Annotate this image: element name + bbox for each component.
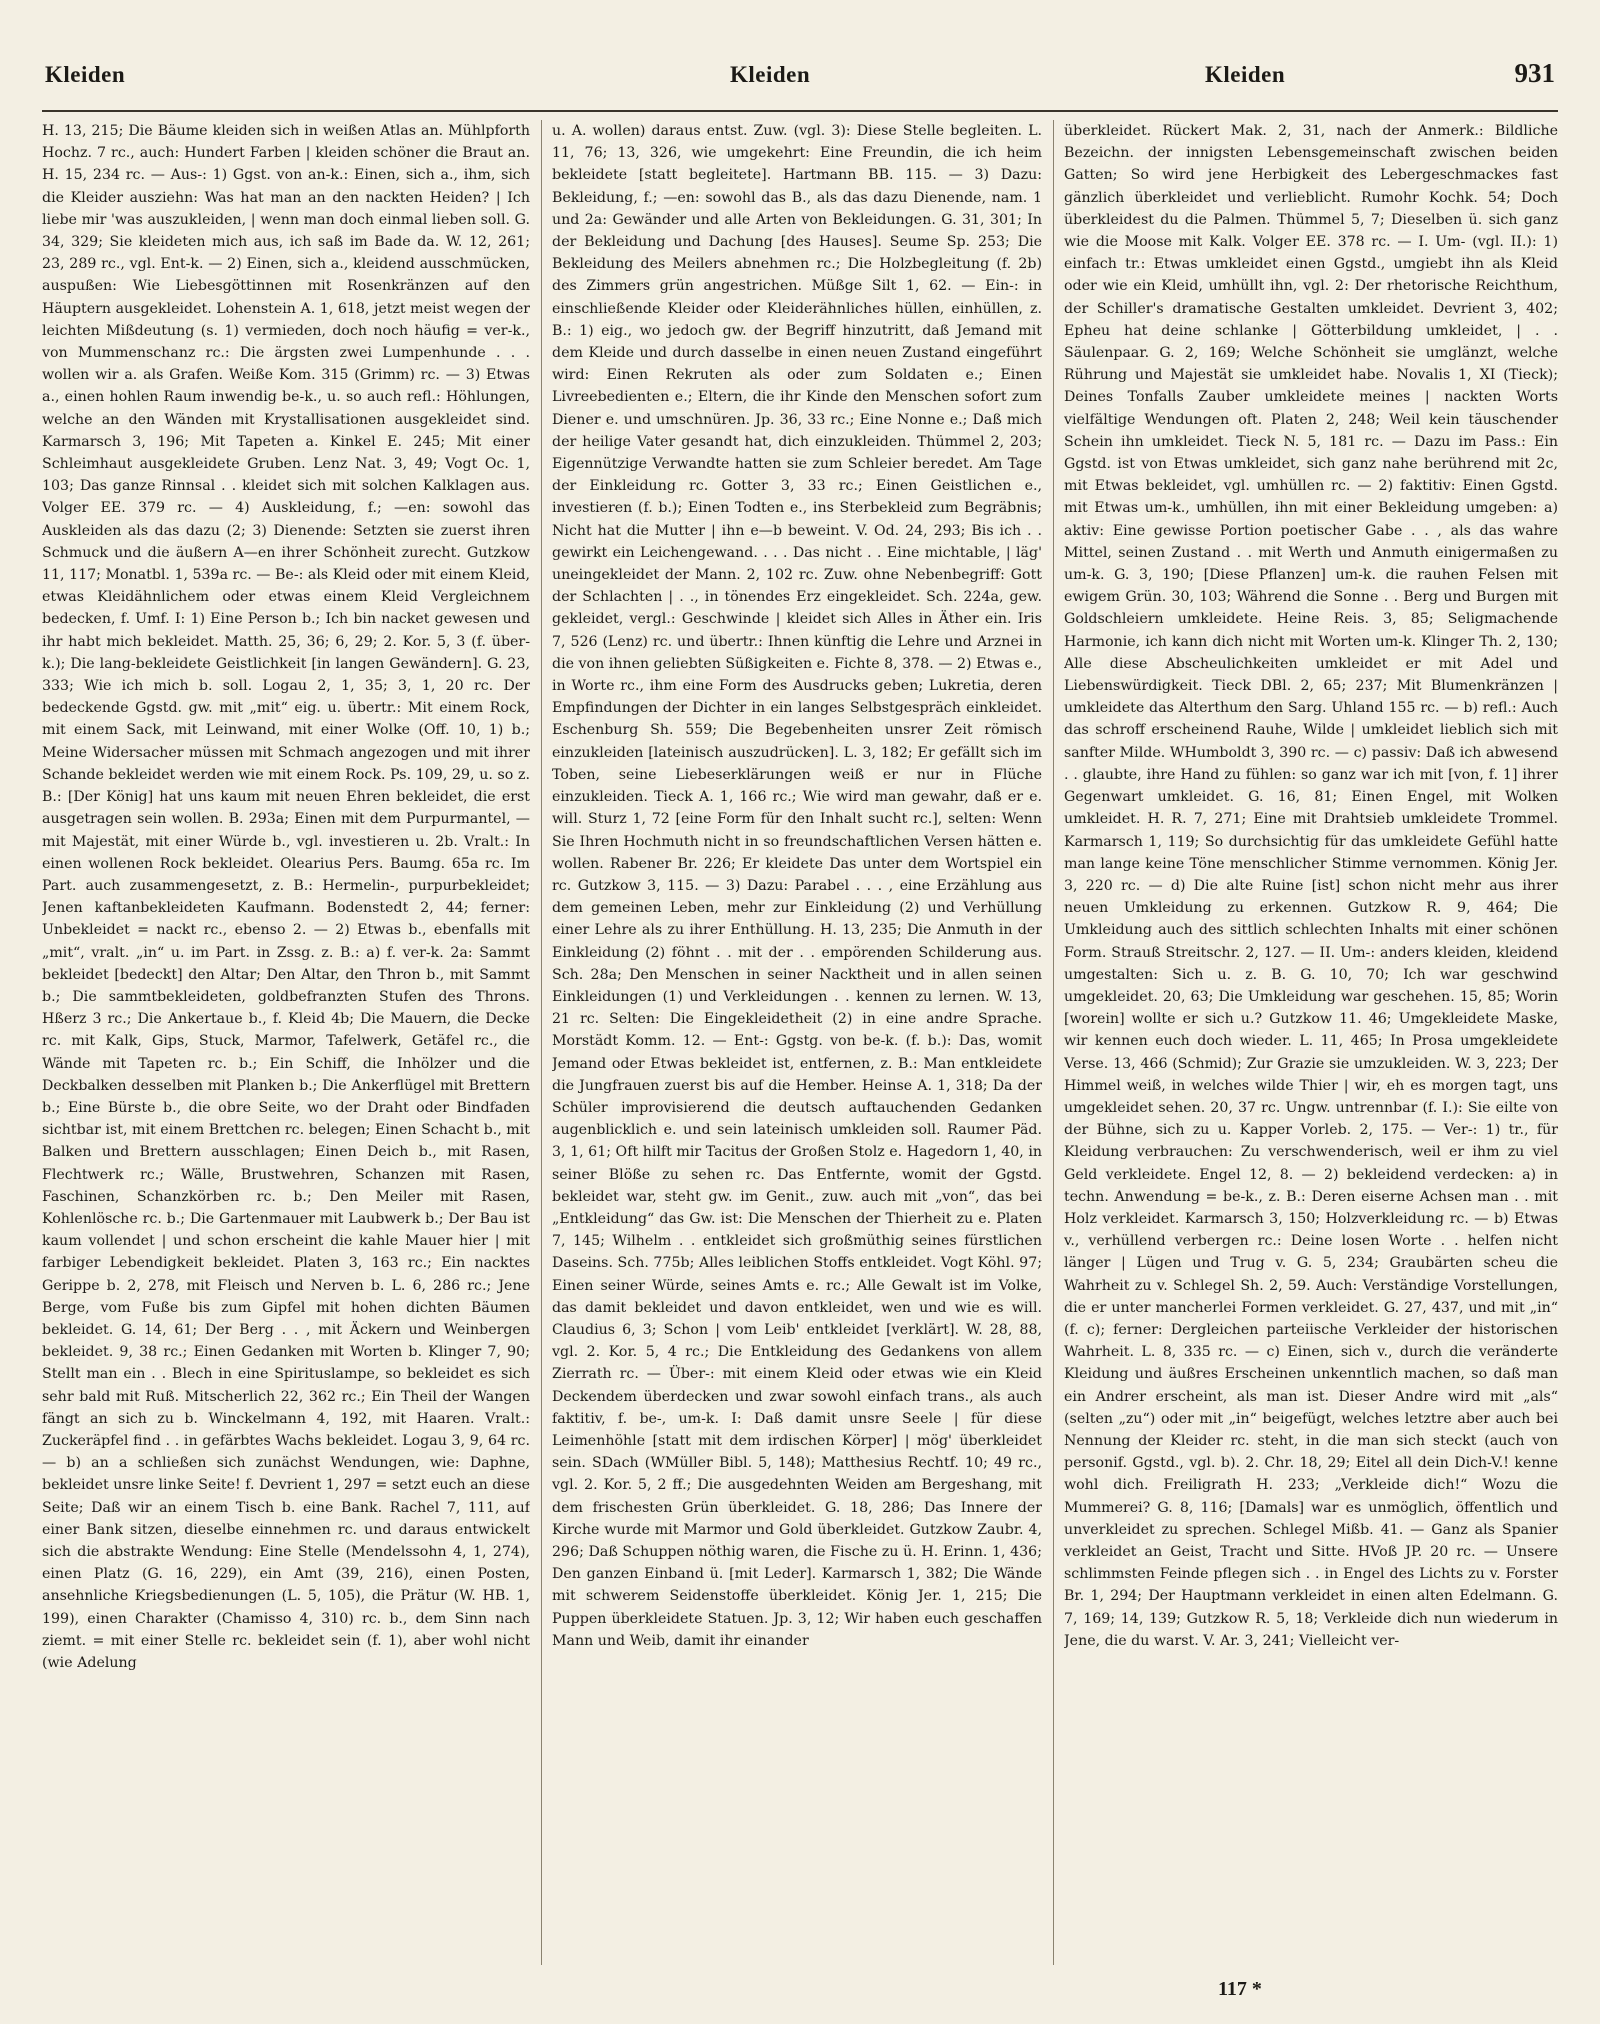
column-1-text: H. 13, 215; Die Bäume kleiden sich in weißen Atlas an. Mühlpforth Hochz. 7 rc., auch: Hundert Farben | kleiden schöner die Braut an. H. 15, 234 rc. — Aus-: 1) Ggst. von an-k.: Einen, sich a., ihm, sich die Kleider ausziehn: Was hat man an den nackten Heiden? | Ich liebe mir 'was auszukleiden, | wenn man doch einmal lieben soll. G. 34, 329; Sie kleideten mich aus, ich saß im Bade da. W. 12, 261; 23, 289 rc., vgl. Ent-k. — 2) Einen, sich a., kleidend ausschmücken, auspußen: Wie Liebesgöttinnen mit Rosenkränzen auf den Häuptern ausgekleidet. Lohenstein A. 1, 618, jetzt meist wegen der leichten Mißdeutung (s. 1) vermieden, doch noch häufig = ver-k., von Mummenschanz rc.: Die ärgsten zwei Lumpenhunde . . . wollen wir a. als Grafen. Weiße Kom. 315 (Grimm) rc. — 3) Etwas a., einen hohlen Raum inwendig be-k., u. so auch refl.: Höhlungen, welche an den Wänden mit Krystallisationen ausgekleidet sind. Karmarsch 3, 196; Mit Tapeten a. Kinkel E. 245; Mit einer Schleimhaut ausgekleidete Gruben. Lenz Nat. 3, 49; Vogt Oc. 1, 103; Das ganze Rinnsal . . kleidet sich mit solchen Kalklagen aus. Volger EE. 379 rc. — 4) Auskleidung, f.; —en: sowohl das Auskleiden als das dazu (2; 3) Dienende: Setzten sie zuerst ihren Schmuck und die äußern A—en ihrer Schönheit zurecht. Gutzkow 11, 117; Monatbl. 1, 539a rc. — Be-: als Kleid oder mit einem Kleid, etwas Kleidähnlichem oder etwas einem Kleid Vergleichnem bedecken, f. Umf. I: 1) Eine Person b.; Ich bin nacket gewesen und ihr habt mich bekleidet. Matth. 25, 36; 6, 29; 2. Kor. 5, 3 (f. über-k.); Die lang-bekleidete Geistlichkeit [in langen Gewändern]. G. 23, 333; Wie ich mich b. soll. Logau 2, 1, 35; 3, 1, 20 rc. Der bedeckende Ggstd. gw. mit „mit“ eig. u. übertr.: Mit einem Rock, mit einem Sack, mit Leinwand, mit einer Wolke (Off. 10, 1) b.; Meine Widersacher müssen mit Schmach angezogen und mit ihrer Schande bekleidet werden wie mit einem Rock. Ps. 109, 29, u. so z. B.: [Der König] hat uns kaum mit neuen Ehren bekleidet, die erst ausgetragen sein wollen. B. 293a; Einen mit dem Purpurmantel, — mit Majestät, mit einer Würde b., vgl. investieren u. 2b. Vralt.: In einen wollenen Rock bekleidet. Olearius Pers. Baumg. 65a rc. Im Part. auch zusammengesetzt, z. B.: Hermelin-, purpurbekleidet; Jenen kaftanbekleideten Kaufmann. Bodenstedt 2, 44; ferner: Unbekleidet = nackt rc., ebenso 2. — 2) Etwas b., ebenfalls mit „mit“, vralt. „in“ u. im Part. in Zssg. z. B.: a) f. ver-k. 2a: Sammt bekleidet [bedeckt] den Altar; Den Altar, den Thron b., mit Sammt b.; Die sammtbekleideten, goldbefranzten Stufen des Throns. Hßerz 3 rc.; Die Ankertaue b., f. Kleid 4b; Die Mauern, die Decke rc. mit Kalk, Gips, Stuck, Marmor, Tafelwerk, Getäfel rc., die Wände mit Tapeten rc. b.; Ein Schiff, die Inhölzer und die Deckbalken desselben mit Planken b.; Die Ankerflügel mit Brettern b.; Eine Bürste b., die obre Seite, wo der Draht oder Bindfaden sichtbar ist, mit einem Brettchen rc. belegen; Einen Schacht b., mit Balken und Brettern ausschlagen; Einen Deich b., mit Rasen, Flechtwerk rc.; Wälle, Brustwehren, Schanzen mit Rasen, Faschinen, Schanzkörben rc. b.; Den Meiler mit Rasen, Kohlenlösche rc. b.; Die Gartenmauer mit Laubwerk b.; Der Bau ist kaum vollendet | und schon erscheint die kahle Mauer hier | mit farbiger Lebendigkeit bekleidet. Platen 3, 163 rc.; Ein nacktes Gerippe b. 2, 278, mit Fleisch und Nerven b. L. 6, 286 rc.; Jene Berge, vom Fuße bis zum Gipfel mit hohen dichten Bäumen bekleidet. G. 14, 61; Der Berg . . , mit Äckern und Weinbergen bekleidet. 9, 38 rc.; Einen Gedanken mit Worten b. Klinger 7, 90; Stellt man ein . . Blech in eine Spirituslampe, so bekleidet es sich sehr bald mit Ruß. Mitscherlich 22, 362 rc.; Ein Theil der Wangen fängt an sich zu b. Winckelmann 4, 192, mit Haaren. Vralt.: Zuckeräpfel find . . in gefärbtes Wachs bekleidet. Logau 3, 9, 64 rc. — b) an a schließen sich zunächst Wendungen, wie: Daphne, bekleidet unsre linke Seite! f. Devrient 1, 297 = setzt euch an diese Seite; Daß wir an einem Tisch b. eine Bank. Rachel 7, 111, auf einer Bank sitzen, dieselbe einnehmen rc. und daraus entwickelt sich die abstrakte Wendung: Eine Stelle (Mendelssohn 4, 1, 274), einen Platz (G. 16, 229), ein Amt (39, 216), einen Posten, ansehnliche Kriegsbedienungen (L. 5, 105), die Prätur (W. HB. 1, 199), einen Charakter (Chamisso 4, 310) rc. b., dem Sinn nach ziemt. = mit einer Stelle rc. bekleidet sein (f. 1), aber wohl nicht (wie Adelung: [42, 123, 530, 1672]
column-3: [1064, 120, 1558, 1965]
column-divider-1: [541, 120, 542, 1965]
running-head-left: Kleiden: [45, 62, 126, 87]
page-header: [0, 58, 1600, 102]
column-1: [42, 120, 530, 1965]
column-divider-2: [1053, 120, 1054, 1965]
text-columns: [42, 120, 1558, 1965]
signature-mark: 117 *: [1218, 1978, 1262, 2000]
column-2-text: u. A. wollen) daraus entst. Zuw. (vgl. 3): Diese Stelle begleiten. L. 11, 76; 13, 326, wie umgekehrt: Eine Freundin, die ich heim bekleidete [statt begleitete]. Hartmann BB. 115. — 3) Dazu: Bekleidung, f.; —en: sowohl das B., als das dazu Dienende, nam. 1 und 2a: Gewänder und alle Arten von Bekleidungen. G. 31, 301; In der Bekleidung und Dachung [des Hauses]. Seume Sp. 253; Die Bekleidung des Meilers abnehmen rc.; Die Holzbegleitung (f. 2b) des Zimmers grün angestrichen. Müßge Silt 1, 62. — Ein-: in einschließende Kleider oder Kleiderähnliches hüllen, einhüllen, z. B.: 1) eig., wo jedoch gw. der Begriff hinzutritt, daß Jemand mit dem Kleide und durch dasselbe in einen neuen Zustand eingeführt wird: Einen Rekruten als oder zum Soldaten e.; Einen Livreebedienten e.; Eltern, die ihr Kinde den Menschen sofort zum Diener e. und umschnüren. Jp. 36, 33 rc.; Eine Nonne e.; Daß mich der heilige Vater gesandt hat, dich einzukleiden. Thümmel 2, 203; Eigennützige Verwandte hatten sie zum Schleier beredet. Am Tage der Einkleidung rc. Gotter 3, 33 rc.; Einen Geistlichen e., investieren (f. b.); Einen Todten e., ins Sterbekleid zum Begräbnis; Nicht hat die Mutter | ihn e—b beweint. V. Od. 24, 293; Bis ich . . gewirkt ein Leichengewand. . . . Das nicht . . Eine michtable, | läg' uneingekleidet der Mann. 2, 102 rc. Zuw. ohne Nebenbegriff: Gott der Schlachten | . ., in tönendes Erz eingekleidet. Sch. 224a, gew. gekleidet, vergl.: Geschwinde | kleidet sich Alles in Äther ein. Iris 7, 526 (Lenz) rc. und übertr.: Ihnen künftig die Lehre und Arznei in die von ihnen geliebten Süßigkeiten e. Fichte 8, 378. — 2) Etwas e., in Worte rc., ihm eine Form des Ausdrucks geben; Lukretia, deren Empfindungen der Dichter in ein langes Selbstgespräch einkleidet. Eschenburg Sh. 559; Die Begebenheiten unsrer Zeit römisch einzukleiden [lateinisch auszudrücken]. L. 3, 182; Er gefällt sich im Toben, seine Liebeserklärungen weiß er nur in Flüche einzukleiden. Tieck A. 1, 166 rc.; Wie wird man gewahr, daß er e. will. Sturz 1, 72 [eine Form für den Inhalt sucht rc.], selten: Wenn Sie Ihren Hochmuth nicht in so freundschaftlichen Versen hätten e. wollen. Rabener Br. 226; Er kleidete Das unter dem Wortspiel ein rc. Gutzkow 3, 115. — 3) Dazu: Parabel . . . , eine Erzählung aus dem gemeinen Leben, mehr zur Einkleidung (2) und Verhüllung einer Lehre als zu ihrer Enthüllung. H. 13, 235; Die Anmuth in der Einkleidung (2) föhnt . . mit der . . empörenden Schilderung aus. Sch. 28a; Den Menschen in seiner Nacktheit und in allen seinen Einkleidungen (1) und Verkleidungen . . kennen zu lernen. W. 13, 21 rc. Selten: Die Eingekleidetheit (2) in eine andre Sprache. Morstädt Komm. 12. — Ent-: Ggstg. von be-k. (f. b.): Das, womit Jemand oder Etwas bekleidet ist, entfernen, z. B.: Man entkleidete die Jungfrauen zuerst bis auf die Hember. Heinse A. 1, 318; Da der Schüler improvisierend die deutsch auftauchenden Gedanken augenblicklich e. und sein lateinisch umkleiden soll. Raumer Päd. 3, 1, 61; Oft hilft mir Tacitus der Großen Stolz e. Hagedorn 1, 40, in seiner Blöße zu sehen rc. Das Entfernte, womit der Ggstd. bekleidet war, steht gw. im Genit., zuw. auch mit „von“, das bei „Entkleidung“ das Gw. ist: Die Menschen der Thierheit zu e. Platen 7, 145; Wilhelm . . entkleidet sich großmüthig seines fürstlichen Daseins. Sch. 775b; Alles leiblichen Stoffs entkleidet. Vogt Köhl. 97; Einen seiner Würde, seines Amts e. rc.; Alle Gewalt ist im Volke, das damit bekleidet und davon entkleidet, wen und wie es will. Claudius 6, 3; Schon | vom Leib' entkleidet [verklärt]. W. 28, 88, vgl. 2. Kor. 5, 4 rc.; Die Entkleidung des Gedankens von allem Zierrath rc. — Über-: mit einem Kleid oder etwas wie ein Kleid Deckendem überdecken und zwar sowohl einfach trans., als auch faktitiv, f. be-, um-k. I: Daß damit unsre Seele | für diese Leimenhöhle [statt mit dem irdischen Körper] | mög' überkleidet sein. SDach (WMüller Bibl. 5, 148); Matthesius Rechtf. 10; 49 rc., vgl. 2. Kor. 5, 2 ff.; Die ausgedehnten Weiden am Bergeshang, mit dem frischesten Grün überkleidet. G. 18, 286; Das Innere der Kirche wurde mit Marmor und Gold überkleidet. Gutzkow Zaubr. 4, 296; Daß Schuppen nöthig waren, die Fische zu ü. H. Erinn. 1, 436; Den ganzen Einband ü. [mit Leder]. Karmarsch 1, 382; Die Wände mit schwerem Seidenstoffe überkleidet. König Jer. 1, 215; Die Puppen überkleidete Statuen. Jp. 3, 12; Wir haben euch geschaffen Mann und Weib, damit ihr einander: [552, 123, 1042, 1649]
column-2: [552, 120, 1042, 1965]
column-3-text: überkleidet. Rückert Mak. 2, 31, nach der Anmerk.: Bildliche Bezeichn. der innigsten Lebensgemeinschaft zwischen beiden Gatten; So wird jene Herbigkeit des Lebergeschmackes fast gänzlich überkleidet und verlieblicht. Rumohr Kochk. 54; Doch überkleidest du die Palmen. Thümmel 5, 7; Dieselben ü. sich ganz wie die Moose mit Kalk. Volger EE. 378 rc. — I. Um- (vgl. II.): 1) einfach tr.: Etwas umkleidet einen Ggstd., umgiebt ihn als Kleid oder wie ein Kleid, umhüllt ihn, vgl. 2: Der rhetorische Reichthum, der Schiller's dramatische Gestalten umkleidet. Devrient 3, 402; Epheu hat deine schlanke | Götterbildung umkleidet, | . . Säulenpaar. G. 2, 169; Welche Schönheit sie umglänzt, welche Rührung und Majestät sie umkleidet habe. Novalis 1, XI (Tieck); Deines Tonfalls Zauber umkleidete meines | nackten Worts vielfältige Wendungen oft. Platen 2, 248; Weil kein täuschender Schein ihn umkleidet. Tieck N. 5, 181 rc. — Dazu im Pass.: Ein Ggstd. ist von Etwas umkleidet, sich ganz nahe berührend mit 2c, mit Etwas bekleidet, vgl. umhüllen rc. — 2) faktitiv: Einen Ggstd. mit Etwas um-k., umhüllen, ihn mit einer Bekleidung umgeben: a) aktiv: Eine gewisse Portion poetischer Gabe . . , als das wahre Mittel, seinen Zustand . . mit Werth und Anmuth einigermaßen zu um-k. G. 3, 190; [Diese Pflanzen] um-k. die rauhen Felsen mit ewigem Grün. 30, 103; Während die Sonne . . Berg und Burgen mit Goldschleiern umkleidete. Heine Reis. 3, 85; Seligmachende Harmonie, ich kann dich nicht mit Worten um-k. Klinger Th. 2, 130; Alle diese Abscheulichkeiten umkleidet er mit Adel und Liebenswürdigkeit. Tieck DBl. 2, 65; 237; Mit Blumenkränzen | umkleidete das Alterthum den Sarg. Uhland 155 rc. — b) refl.: Auch das schroff erscheinend Rauhe, Wilde | umkleidet lieblich sich mit sanfter Milde. WHumboldt 3, 390 rc. — c) passiv: Daß ich abwesend . . glaubte, ihre Hand zu fühlen: so ganz war ich mit [von, f. 1] ihrer Gegenwart umkleidet. G. 16, 81; Einen Engel, mit Wolken umkleidet. H. R. 7, 271; Eine mit Drahtsieb umkleidete Trommel. Karmarsch 1, 119; So durchsichtig für das umkleidete Gefühl hatte man lange keine Töne menschlicher Stimme vernommen. König Jer. 3, 220 rc. — d) Die alte Ruine [ist] schon nicht mehr aus ihrer neuen Umkleidung zu erkennen. Gutzkow R. 9, 464; Die Umkleidung auch des sittlich schlechten Inhalts mit einer schönen Form. Strauß Streitschr. 2, 127. — II. Um-: anders kleiden, kleidend umgestalten: Sich u. z. B. G. 10, 70; Ich war geschwind umgekleidet. 20, 63; Die Umkleidung war geschehen. 15, 85; Worin [worein] wollte er sich u.? Gutzkow 11. 46; Umgekleidete Maske, wir kennen euch doch wieder. L. 11, 465; In Prosa umgekleidete Verse. 13, 466 (Schmid); Zur Grazie sie umzukleiden. W. 3, 223; Der Himmel weiß, in welches wilde Thier | wir, eh es morgen tagt, uns umgekleidet sehen. 20, 37 rc. Ungw. untrennbar (f. I.): Sie eilte von der Bühne, sich zu u. Kapper Vorleb. 2, 175. — Ver-: 1) tr., für Kleidung verbrauchen: Zu verschwenderisch, weil er ihm zu viel Geld verkleidete. Engel 12, 8. — 2) bekleidend verdecken: a) in techn. Anwendung = be-k., z. B.: Deren eiserne Achsen man . . mit Holz verkleidet. Karmarsch 3, 150; Holzverkleidung rc. — b) Etwas v., verhüllend verbergen rc.: Deine losen Worte . . helfen nicht länger | Lügen und Trug v. G. 5, 234; Graubärten scheu die Wahrheit zu v. Schlegel Sh. 2, 59. Auch: Verständige Vorstellungen, die er unter mancherlei Formen verkleidet. G. 27, 437, und mit „in“ (f. c); ferner: Dergleichen parteiische Verkleider der historischen Wahrheit. L. 8, 335 rc. — c) Einen, sich v., durch die veränderte Kleidung und äußres Erscheinen unkenntlich machen, so daß man ein Andrer erscheint, als man ist. Dieser Andre wird mit „als“ (selten „zu“) oder mit „in“ beigefügt, welches letztre aber auch bei Nennung der Kleider rc. steht, in die man sich steckt (auch von personif. Ggstd., vgl. b). 2. Chr. 18, 29; Eitel all dein Dich-V.! kenne wohl dich. Freiligrath H. 233; „Verkleide dich!“ Wozu die Mummerei? G. 8, 116; [Damals] war es unmöglich, öffentlich und unverkleidet zu sprechen. Schlegel Mißb. 41. — Ganz als Spanier verkleidet an Geist, Tracht und Sitte. HVoß JP. 20 rc. — Unsere schlimmsten Feinde pflegen sich . . in Engel des Lichts zu v. Forster Br. 1, 294; Der Hauptmann verkleidet in einen alten Edelmann. G. 7, 169; 14, 139; Gutzkow R. 5, 18; Verkleide dich nun wiederum in Jene, die du warst. V. Ar. 3, 241; Vielleicht ver-: [1064, 123, 1558, 1649]
page-number: 931: [1514, 58, 1555, 88]
running-head-center: Kleiden: [730, 62, 811, 87]
header-rule: [42, 110, 1558, 112]
running-head-right: Kleiden: [1205, 62, 1286, 87]
